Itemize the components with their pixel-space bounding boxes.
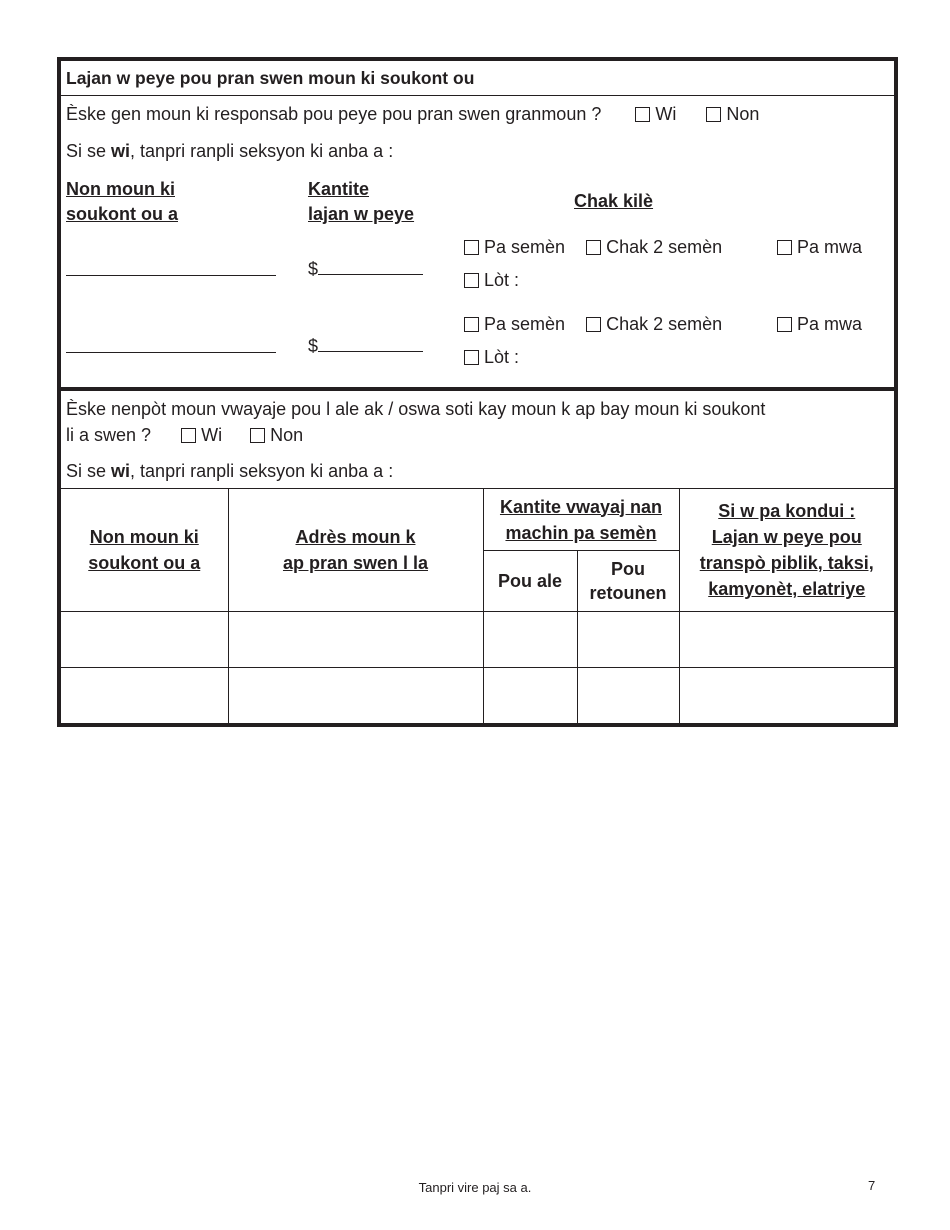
no-checkbox[interactable] <box>706 107 721 122</box>
travel-question-line2: li a swen ? Wi Non <box>66 425 304 445</box>
name-cell[interactable] <box>61 612 228 668</box>
table-row <box>61 668 894 723</box>
no-label: Non <box>726 104 760 124</box>
travel-section <box>61 391 894 488</box>
header-no-drive: Si w pa kondui : Lajan w peye pou transpò piblik, taksi, kamyonèt, elatriye <box>679 489 894 612</box>
biweekly-checkbox[interactable] <box>586 240 601 255</box>
care-payment-question: Èske gen moun ki responsab pou peye pou pran swen granmoun ? <box>66 104 602 124</box>
column-header-amount: Kantite lajan w peye <box>308 179 415 224</box>
header-address: Adrès moun k ap pran swen l la <box>228 489 483 612</box>
travel-question-line1: Èske nenpòt moun vwayaje pou l ale ak / oswa soti kay moun k ap bay moun ki soukont <box>66 399 766 419</box>
return-cell[interactable] <box>577 668 679 723</box>
instruction: Si se wi, tanpri ranpli seksyon ki anba a : <box>66 141 394 161</box>
header-name: Non moun ki soukont ou a <box>61 489 228 612</box>
page-number: 7 <box>868 1178 876 1193</box>
yes-checkbox[interactable] <box>181 428 196 443</box>
yes-label: Wi <box>655 104 677 124</box>
instruction: Si se wi, tanpri ranpli seksyon ki anba a : <box>66 461 394 481</box>
section-title: Lajan w peye pou pran swen moun ki soukont ou <box>61 61 894 96</box>
monthly-option-2: Pa mwa <box>777 314 862 335</box>
footer-note: Tanpri vire paj sa a. <box>418 1180 532 1195</box>
biweekly-checkbox[interactable] <box>586 317 601 332</box>
header-go: Pou ale <box>483 551 577 612</box>
header-trips: Kantite vwayaj nan machin pa semèn <box>483 489 679 551</box>
return-cell[interactable] <box>577 612 679 668</box>
frequency-options-1: Pa semèn Chak 2 semèn <box>464 237 722 258</box>
name-cell[interactable] <box>61 668 228 723</box>
care-payment-question-row <box>66 104 759 125</box>
cost-cell[interactable] <box>679 612 894 668</box>
weekly-checkbox[interactable] <box>464 240 479 255</box>
yes-checkbox[interactable] <box>635 107 650 122</box>
monthly-checkbox[interactable] <box>777 240 792 255</box>
address-cell[interactable] <box>228 668 483 723</box>
care-payment-section <box>61 96 894 387</box>
other-checkbox[interactable] <box>464 350 479 365</box>
other-option-2: Lòt : <box>464 347 519 368</box>
header-return: Pou retounen <box>577 551 679 612</box>
frequency-options-2: Pa semèn Chak 2 semèn <box>464 314 722 335</box>
weekly-checkbox[interactable] <box>464 317 479 332</box>
no-checkbox[interactable] <box>250 428 265 443</box>
go-cell[interactable] <box>483 668 577 723</box>
go-cell[interactable] <box>483 612 577 668</box>
column-header-name: Non moun ki soukont ou a <box>66 179 178 224</box>
other-option-1: Lòt : <box>464 270 519 291</box>
caregiving-form <box>57 57 898 727</box>
column-header-frequency: Chak kilè <box>574 191 654 211</box>
monthly-checkbox[interactable] <box>777 317 792 332</box>
address-cell[interactable] <box>228 612 483 668</box>
monthly-option-1: Pa mwa <box>777 237 862 258</box>
name-input-1[interactable] <box>66 275 276 276</box>
cost-cell[interactable] <box>679 668 894 723</box>
travel-table <box>61 488 894 723</box>
name-input-2[interactable] <box>66 352 276 353</box>
amount-input-1[interactable]: $ <box>308 256 423 280</box>
table-row <box>61 612 894 668</box>
amount-input-2[interactable]: $ <box>308 333 423 357</box>
other-checkbox[interactable] <box>464 273 479 288</box>
